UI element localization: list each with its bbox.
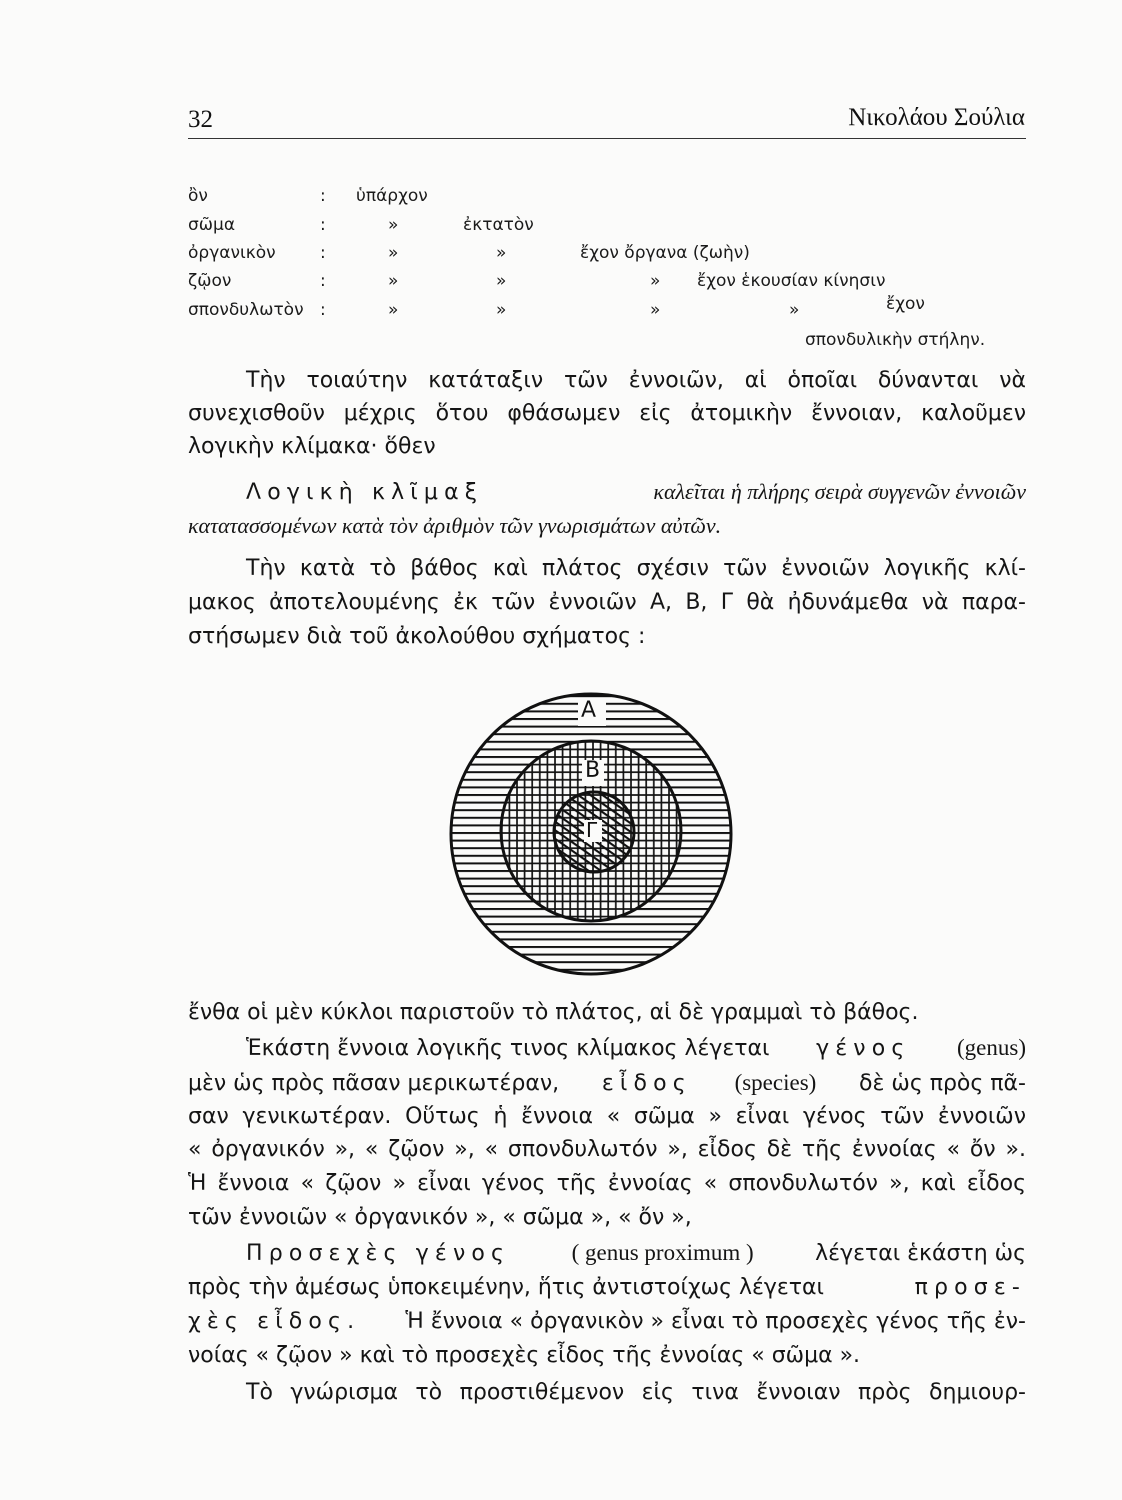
text-line: τῶν ἐννοιῶν « ὀργανικόν », « σῶμα », « ὄν », xyxy=(188,1205,692,1230)
label-g: Γ xyxy=(586,818,598,842)
text-line: λογικὴν κλίμακα· ὅθεν xyxy=(188,434,436,459)
label-b: Β xyxy=(585,758,601,783)
table-cell: » xyxy=(789,300,800,320)
text-line xyxy=(246,1240,1026,1266)
running-header-author: Νικολάου Σούλια xyxy=(848,104,1025,131)
table-row-sep: : xyxy=(320,243,326,263)
text-line: στήσωμεν διὰ τοῦ ἀκολούθου σχήματος : xyxy=(188,624,646,649)
text-line: συνεχισθοῦν μέχρις ὅτου φθάσωμεν εἰς ἀτομικὴν ἔννοιαν, καλοῦμεν xyxy=(188,401,1026,426)
table-cell: » xyxy=(496,300,507,320)
text-line: Τὴν τοιαύτην κατάταξιν τῶν ἐννοιῶν, αἱ ὁποῖαι δύνανται νὰ xyxy=(246,368,1026,393)
definition-text: καλεῖται ἡ πλήρης σειρὰ συγγενῶν ἐννοιῶν xyxy=(653,479,1026,504)
table-row-sep: : xyxy=(320,186,326,206)
text-line xyxy=(188,1275,1026,1300)
table-cell: ἐκτατὸν xyxy=(463,215,534,235)
table-cell: ὑπάρχον xyxy=(356,186,428,206)
table-row-sep: : xyxy=(320,271,326,291)
text-segment: δὲ ὡς πρὸς πᾶ- xyxy=(859,1071,1026,1096)
table-cell: ἔχον ἑκουσίαν κίνησιν xyxy=(697,271,886,291)
term-proximate-genus: Προσεχὲς γένος xyxy=(246,1241,511,1266)
table-cell: » xyxy=(496,271,507,291)
text-line: « ὀργανικόν », « ζῷον », « σπονδυλωτόν », εἶδος δὲ τῆς ἐννοίας « ὄν ». xyxy=(188,1137,1026,1162)
table-cell: » xyxy=(388,271,399,291)
text-line: σαν γενικωτέραν. Οὕτως ἡ ἔννοια « σῶμα » εἶναι γένος τῶν ἐννοιῶν xyxy=(188,1104,1026,1129)
table-cell: » xyxy=(650,300,661,320)
table-row-term: σῶμα xyxy=(188,215,236,235)
table-cell: ἔχον xyxy=(886,294,925,314)
table-cell: » xyxy=(388,215,399,235)
defined-term: Λογικὴ κλῖμαξ xyxy=(246,480,484,505)
text-line xyxy=(246,479,1026,505)
text-line: νοίας « ζῷον » καὶ τὸ προσεχὲς εἶδος τῆς ἐννοίας « σῶμα ». xyxy=(188,1343,861,1368)
table-row-sep: : xyxy=(320,300,326,320)
table-row-term: ὂν xyxy=(188,186,208,206)
header-rule xyxy=(188,138,1026,139)
text-line: μακος ἀποτελουμένης ἐκ τῶν ἐννοιῶν Α, Β, Γ θὰ ἠδυνάμεθα νὰ παρα- xyxy=(188,590,1026,615)
text-segment: λέγεται ἑκάστη ὡς xyxy=(815,1241,1026,1266)
text-line xyxy=(188,1070,1026,1096)
text-line: Τὴν κατὰ τὸ βάθος καὶ πλάτος σχέσιν τῶν ἐννοιῶν λογικῆς κλί- xyxy=(246,556,1026,581)
table-row-term: σπονδυλωτὸν xyxy=(188,300,304,320)
table-cell: » xyxy=(496,243,507,263)
label-a: Α xyxy=(581,698,597,723)
latin-term: (species) xyxy=(734,1070,817,1095)
concentric-circles-figure xyxy=(440,680,740,990)
text-line: ἔνθα οἱ μὲν κύκλοι παριστοῦν τὸ πλάτος, αἱ δὲ γραμμαὶ τὸ βάθος. xyxy=(188,1000,919,1025)
text-segment: πρὸς τὴν ἀμέσως ὑποκειμένην, ἥτις ἀντιστοίχως λέγεται xyxy=(188,1275,825,1300)
table-cell: » xyxy=(388,243,399,263)
latin-term: ( genus proximum ) xyxy=(571,1240,754,1265)
latin-term: (genus) xyxy=(957,1035,1026,1060)
text-segment: μὲν ὡς πρὸς πᾶσαν μερικωτέραν, xyxy=(188,1071,560,1096)
text-line xyxy=(246,1035,1026,1061)
text-segment: Ἡ ἔννοια « ὀργανικὸν » εἶναι τὸ προσεχὲς γένος τῆς ἐν- xyxy=(405,1309,1026,1334)
table-row-term: ὀργανικὸν xyxy=(188,243,276,263)
definition-text: κατατασσομένων κατὰ τὸν ἀριθμὸν τῶν γνωρισμάτων αὐτῶν. xyxy=(188,513,722,538)
table-cell: » xyxy=(388,300,399,320)
page-number: 32 xyxy=(188,106,213,133)
text-line: Ἡ ἔννοια « ζῷον » εἶναι γένος τῆς ἐννοίας « σπονδυλωτόν », καὶ εἶδος xyxy=(188,1171,1026,1196)
term-eidos: εἶδος xyxy=(601,1071,692,1096)
table-row-sep: : xyxy=(320,215,326,235)
table-cell: ἔχον ὄργανα (ζωὴν) xyxy=(580,243,750,263)
term-genos: γένος xyxy=(816,1036,911,1061)
term-proximate-species: προσε- xyxy=(914,1275,1026,1300)
term-proximate-species: χὲς εἶδος. xyxy=(188,1309,361,1334)
text-line xyxy=(188,1309,1026,1334)
text-line: Τὸ γνώρισμα τὸ προστιθέμενον εἰς τινα ἔννοιαν πρὸς δημιουρ- xyxy=(246,1380,1026,1405)
table-continuation: σπονδυλικὴν στήλην. xyxy=(805,330,986,350)
table-cell: » xyxy=(650,271,661,291)
text-segment: Ἑκάστη ἔννοια λογικῆς τινος κλίμακος λέγεται xyxy=(246,1036,770,1061)
table-row-term: ζῷον xyxy=(188,271,232,291)
